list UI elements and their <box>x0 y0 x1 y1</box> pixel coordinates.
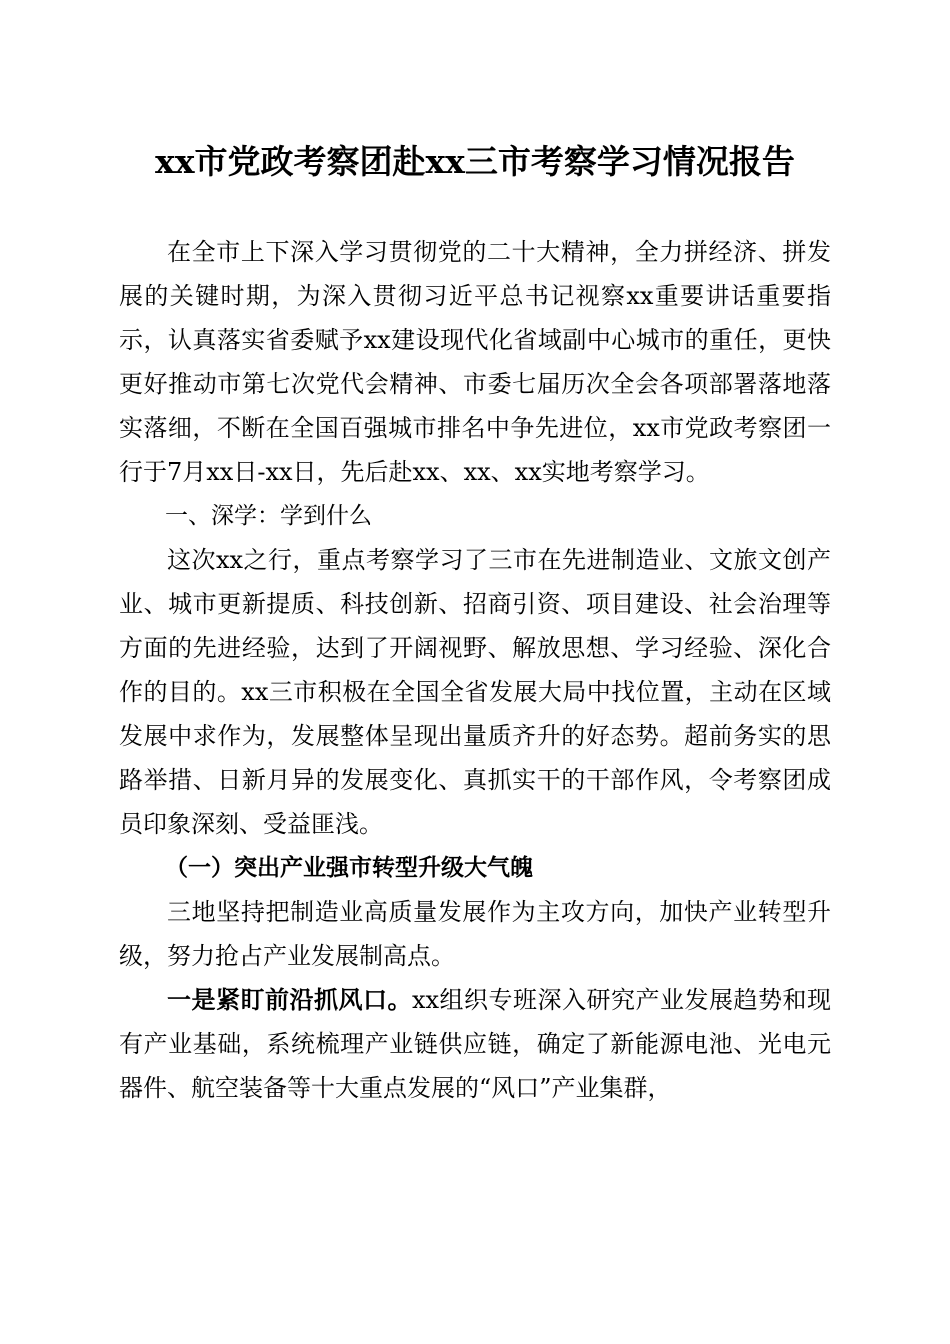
intro-paragraph: 在全市上下深入学习贯彻党的二十大精神，全力拼经济、拼发展的关键时期，为深入贯彻习近平总书记视察xx重要讲话重要指示，认真落实省委赋予xx建设现代化省域副中心城市的重任，更快更好推动市第七次党代会精神、市委七届历次全会各项部署落地落实落细，不断在全国百强城市排名中争先进位，xx市党政考察团一行于7月xx日-xx日，先后赴xx、xx、xx实地考察学习。 <box>119 238 831 486</box>
point-text: xx组织专班深入研究产业发展趋势和现有产业基础，系统梳理产业链供应链，确定了新能源电池、光电元器件、航空装备等十大重点发展的“风口”产业集群， <box>119 986 832 1102</box>
point-paragraph <box>119 978 831 1110</box>
section-paragraph: 这次xx之行，重点考察学习了三市在先进制造业、文旅文创产业、城市更新提质、科技创新、招商引资、项目建设、社会治理等方面的先进经验，达到了开阔视野、解放思想、学习经验、深化合作的目的。xx三市积极在全国全省发展大局中找位置，主动在区域发展中求作为，发展整体呈现出量质齐升的好态势。超前务实的思路举措、日新月异的发展变化、真抓实干的干部作风，令考察团成员印象深刻、受益匪浅。 <box>119 546 831 838</box>
section-heading: 一、深学：学到什么 <box>165 503 372 529</box>
subsection-heading: （一）突出产业强市转型升级大气魄 <box>165 854 533 881</box>
point-lead: 一是紧盯前沿抓风口。 <box>167 985 412 1014</box>
document-title: xx市党政考察团赴xx三市考察学习情况报告 <box>155 142 795 181</box>
document-body <box>119 230 831 1110</box>
subsection-paragraph: 三地坚持把制造业高质量发展作为主攻方向，加快产业转型升级，努力抢占产业发展制高点。 <box>119 898 831 970</box>
